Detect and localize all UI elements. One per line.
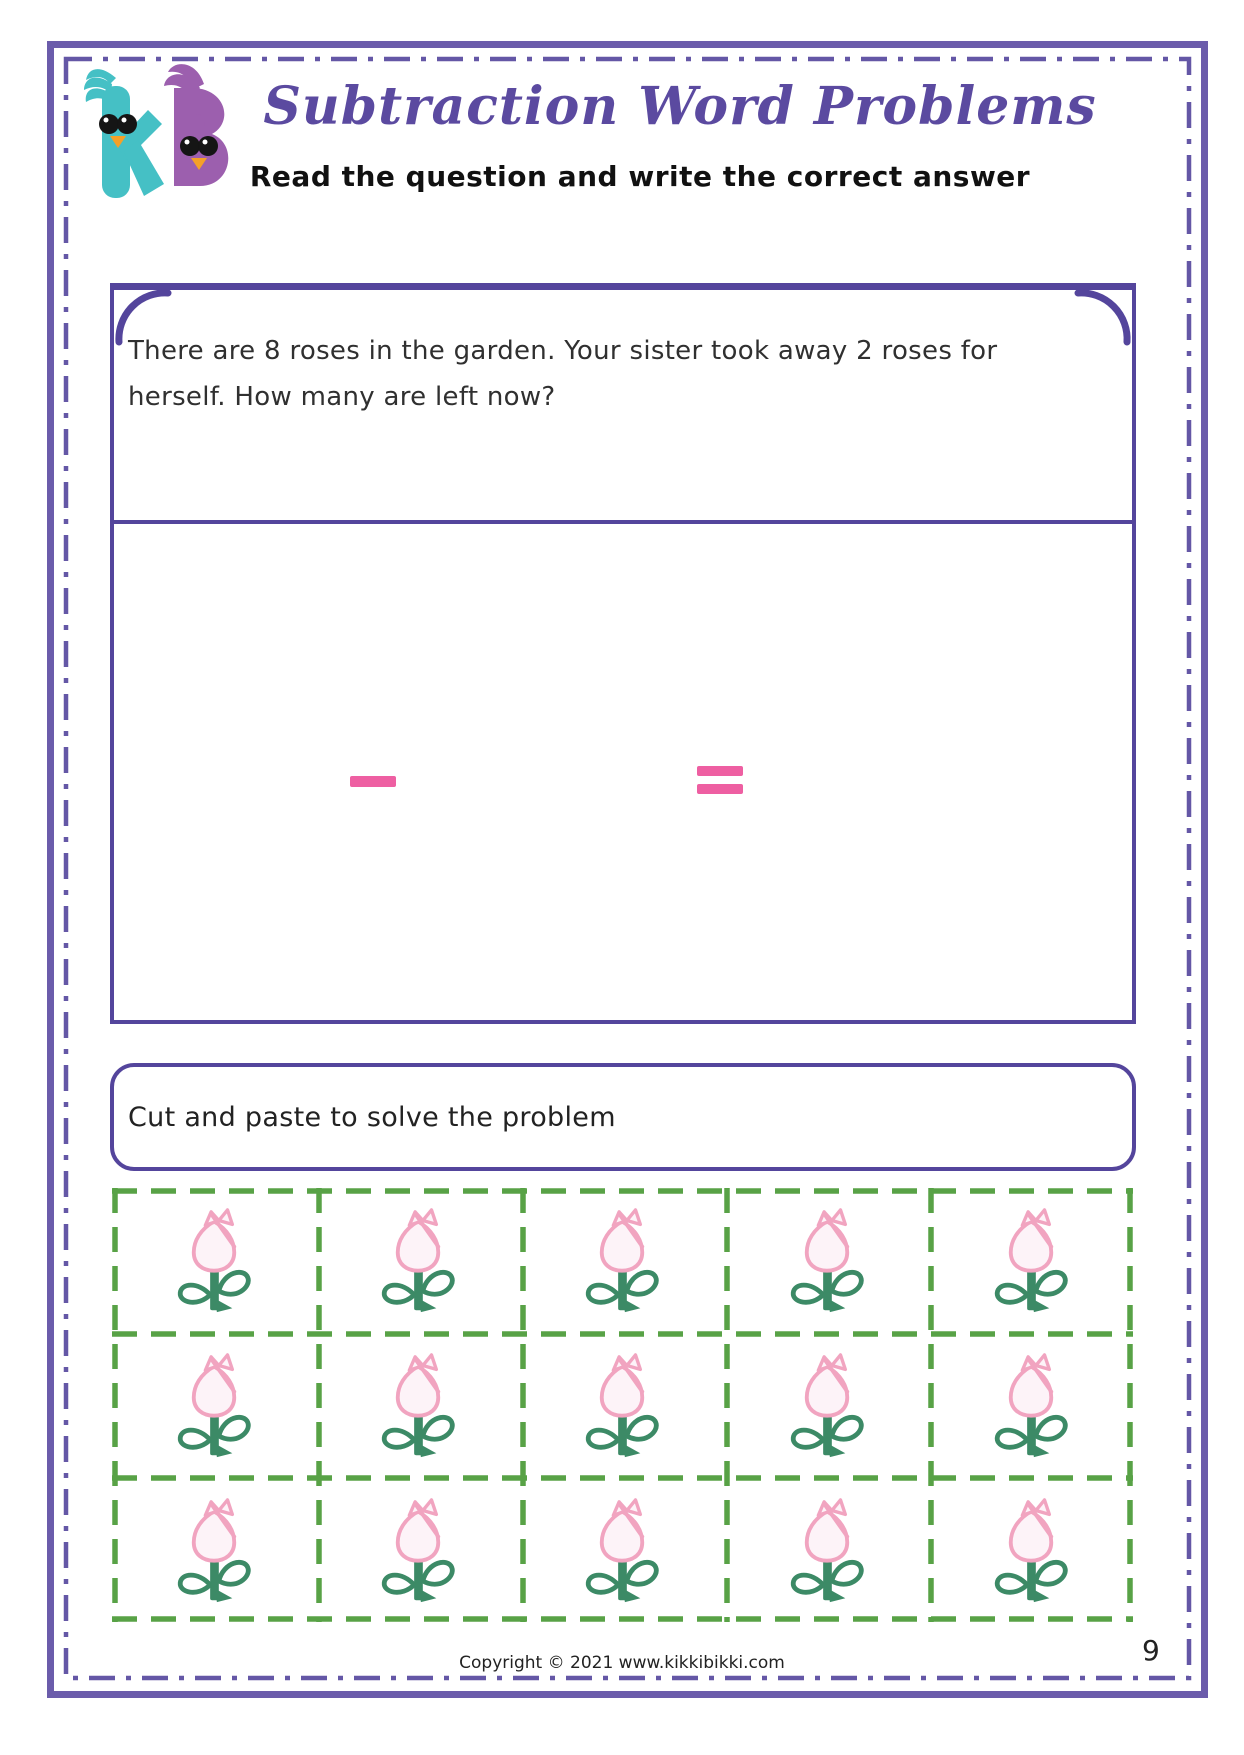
answer-work-area[interactable] [114,524,1132,1020]
rose-icon [576,1353,668,1461]
cut-paste-instruction-card [110,1063,1136,1171]
question-section [114,290,1132,524]
rose-cutout-cell[interactable] [725,1188,929,1333]
page-subtitle: Read the question and write the correct answer [249,160,1031,193]
rose-cutout-cell[interactable] [520,1477,724,1622]
minus-icon [350,776,396,787]
kb-mascot-logo-icon [78,58,248,218]
rose-icon [372,1208,464,1316]
rose-cutout-cell[interactable] [520,1188,724,1333]
corner-flourish-icon [1074,286,1134,346]
question-text-line1: There are 8 roses in the garden. Your sister took away 2 roses for [128,336,998,366]
equals-icon [697,766,743,802]
rose-icon [576,1208,668,1316]
rose-cutout-cell[interactable] [725,1477,929,1622]
rose-grid-cells [112,1188,1133,1622]
rose-icon [781,1208,873,1316]
rose-cutout-cell[interactable] [725,1333,929,1478]
rose-icon [985,1498,1077,1606]
rose-icon [985,1208,1077,1316]
rose-cutout-cell[interactable] [112,1188,316,1333]
rose-icon [781,1498,873,1606]
rose-icon [168,1208,260,1316]
rose-cutout-cell[interactable] [112,1477,316,1622]
rose-cutout-cell[interactable] [929,1477,1133,1622]
question-text-line2: herself. How many are left now? [128,382,556,412]
page-title: Subtraction Word Problems [263,76,1097,137]
rose-cutout-cell[interactable] [929,1188,1133,1333]
rose-icon [168,1353,260,1461]
rose-cutout-cell[interactable] [316,1477,520,1622]
rose-icon [576,1498,668,1606]
rose-cutout-cell[interactable] [929,1333,1133,1478]
rose-icon [985,1353,1077,1461]
rose-icon [781,1353,873,1461]
rose-cutout-cell[interactable] [316,1188,520,1333]
rose-icon [372,1353,464,1461]
cut-paste-instruction: Cut and paste to solve the problem [128,1101,616,1133]
rose-cutout-grid [112,1188,1133,1622]
problem-card [110,283,1136,1024]
rose-cutout-cell[interactable] [112,1333,316,1478]
rose-cutout-cell[interactable] [316,1333,520,1478]
rose-icon [372,1498,464,1606]
copyright-text: Copyright © 2021 www.kikkibikki.com [459,1653,785,1673]
corner-flourish-icon [112,286,172,346]
rose-icon [168,1498,260,1606]
rose-cutout-cell[interactable] [520,1333,724,1478]
page-number: 9 [1142,1634,1160,1667]
